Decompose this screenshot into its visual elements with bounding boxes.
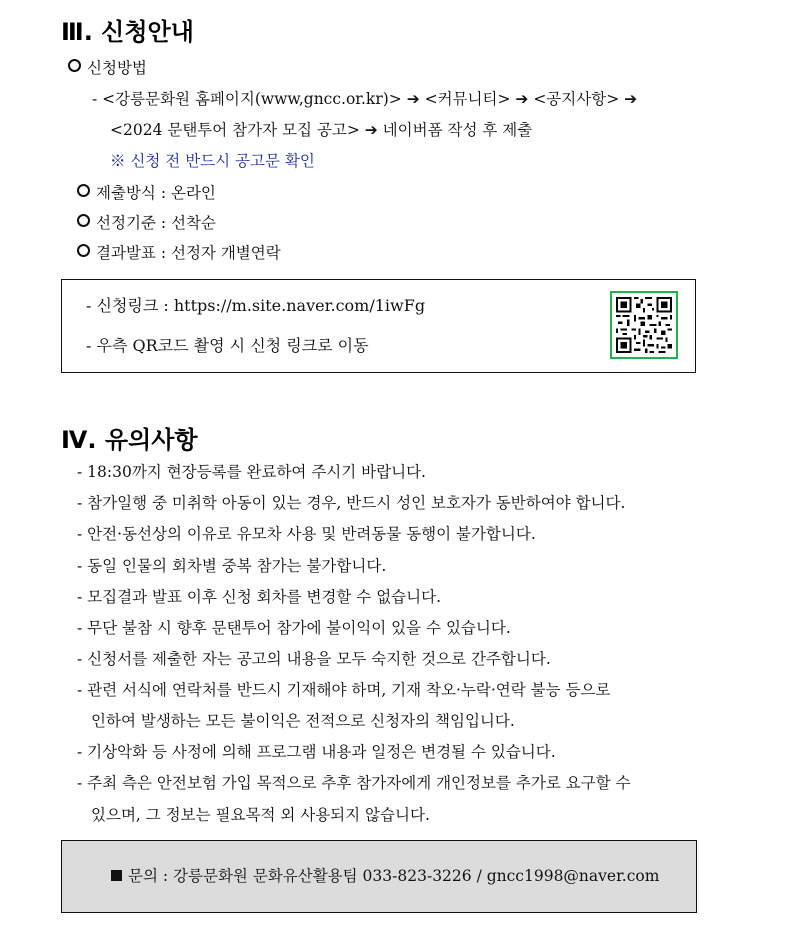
contact-text: 문의 : 강릉문화원 문화유산활용팀 033-823-3226 / gncc1998@naver.com [128, 867, 660, 885]
section-3-title: Ⅲ. 신청안내 [61, 18, 194, 46]
criteria-text: 선정기준 : 선착순 [96, 214, 216, 232]
submission-text: 제출방식 : 온라인 [96, 184, 216, 202]
circle-bullet-icon [68, 59, 81, 72]
apply-link[interactable]: - 신청링크 : https://m.site.naver.com/1iwFg [86, 296, 426, 315]
link-box [61, 279, 696, 373]
path-line-2: <2024 문탠투어 참가자 모집 공고> ➔ 네이버폼 작성 후 제출 [110, 121, 533, 139]
circle-bullet-icon [77, 244, 90, 257]
result-text: 결과발표 : 선정자 개별연락 [96, 244, 281, 262]
circle-bullet-icon [77, 214, 90, 227]
notice-item: - 신청서를 제출한 자는 공고의 내용을 모두 숙지한 것으로 간주합니다. [77, 650, 551, 668]
path-line-1: - <강릉문화원 홈페이지(www,gncc.or.kr)> ➔ <커뮤니티> ➔ <공지사항> ➔ [92, 90, 638, 108]
method-item [68, 58, 147, 78]
notice-item: - 동일 인물의 회차별 중복 참가는 불가합니다. [77, 557, 387, 575]
qr-instruction: - 우측 QR코드 촬영 시 신청 링크로 이동 [86, 336, 369, 355]
notice-text: ※ 신청 전 반드시 공고문 확인 [110, 152, 315, 170]
contact-line [111, 866, 659, 886]
submission-item [77, 183, 216, 203]
notice-item: - 주최 측은 안전보험 가입 목적으로 추후 참가자에게 개인정보를 추가로 요구할 수 [77, 774, 631, 792]
notice-item: - 모집결과 발표 이후 신청 회차를 변경할 수 없습니다. [77, 588, 442, 606]
notice-item: - 참가일행 중 미취학 아동이 있는 경우, 반드시 성인 보호자가 동반하여야 합니다. [77, 494, 626, 512]
notice-item: - 무단 불참 시 향후 문탠투어 참가에 불이익이 있을 수 있습니다. [77, 619, 511, 637]
criteria-item [77, 213, 216, 233]
notice-item: - 기상악화 등 사정에 의해 프로그램 내용과 일정은 변경될 수 있습니다. [77, 743, 556, 761]
notice-item: - 관련 서식에 연락처를 반드시 기재해야 하며, 기재 착오·누락·연락 불능 등으로 [77, 681, 611, 699]
notice-item: - 안전·동선상의 이유로 유모차 사용 및 반려동물 동행이 불가합니다. [77, 525, 536, 543]
method-label: 신청방법 [87, 59, 147, 77]
notice-item: - 18:30까지 현장등록를 완료하여 주시기 바랍니다. [77, 463, 426, 481]
notice-item-continuation: 있으며, 그 정보는 필요목적 외 사용되지 않습니다. [91, 806, 430, 824]
notice-item-continuation: 인하여 발생하는 모든 불이익은 전적으로 신청자의 책임입니다. [91, 712, 515, 730]
section-4-title: Ⅳ. 유의사항 [61, 426, 198, 454]
qr-code-icon[interactable] [610, 291, 678, 359]
square-bullet-icon [111, 870, 122, 881]
circle-bullet-icon [77, 184, 90, 197]
result-item [77, 243, 281, 263]
